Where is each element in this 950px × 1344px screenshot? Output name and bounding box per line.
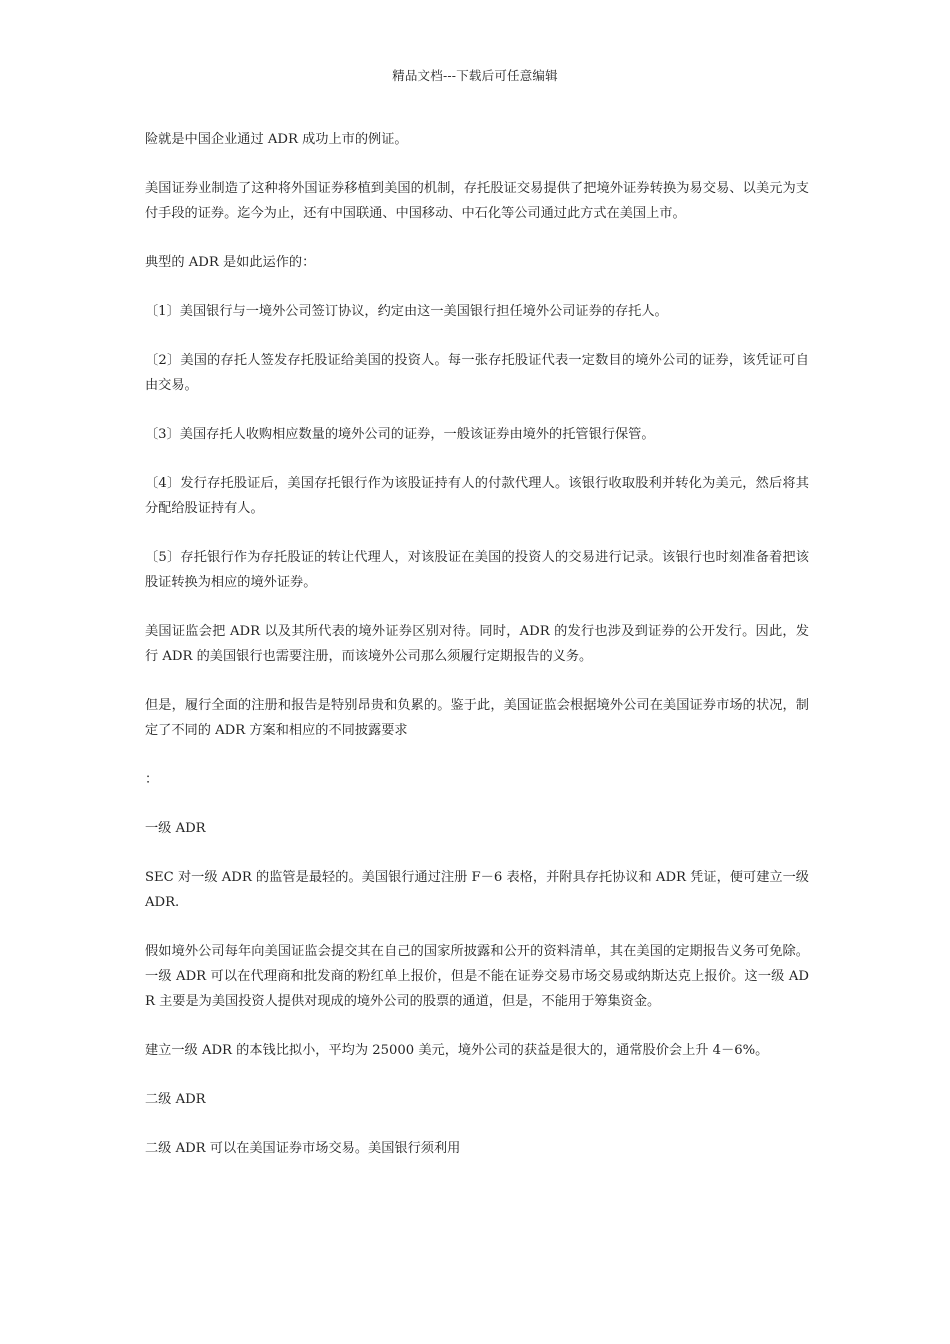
paragraph: 二级 ADR 可以在美国证券市场交易。美国银行须利用 [145,1141,461,1156]
paragraph: 但是，履行全面的注册和报告是特别昂贵和负累的。鉴于此，美国证监会根据境外公司在美国证券市场的状况，制定了不同的 ADR 方案和相应的不同披露要求 [145,698,809,738]
paragraph: 建立一级 ADR 的本钱比拟小，平均为 25000 美元，境外公司的获益是很大的，通常股价会上升 4－6%。 [145,1043,769,1058]
page-header: 精品文档---下载后可任意编辑 [392,68,558,83]
paragraph: ： [145,772,159,787]
list-item: 〔1〕美国银行与一境外公司签订协议，约定由这一美国银行担任境外公司证券的存托人。 [145,304,668,319]
section-heading: 二级 ADR [145,1092,206,1107]
paragraph: 险就是中国企业通过 ADR 成功上市的例证。 [145,132,408,147]
paragraph: 典型的 ADR 是如此运作的： [145,255,316,270]
list-item: 〔2〕美国的存托人签发存托股证给美国的投资人。每一张存托股证代表一定数目的境外公司的证券，该凭证可自由交易。 [145,353,809,393]
list-item: 〔3〕美国存托人收购相应数量的境外公司的证券，一般该证券由境外的托管银行保管。 [145,427,655,442]
paragraph: 假如境外公司每年向美国证监会提交其在自己的国家所披露和公开的资料清单，其在美国的定期报告义务可免除。一级 ADR 可以在代理商和批发商的粉红单上报价，但是不能在证券交易市场交易或纳斯达克上报价。这一级 ADR 主要是为美国投资人提供对现成的境外公司的股票的通道，但是，不能用于筹集资金。 [145,944,809,1009]
section-heading: 一级 ADR [145,821,206,836]
paragraph: 美国证券业制造了这种将外国证券移植到美国的机制，存托股证交易提供了把境外证券转换为易交易、以美元为支付手段的证券。迄今为止，还有中国联通、中国移动、中石化等公司通过此方式在美国上市。 [145,181,809,221]
document-body [145,127,809,1185]
list-item: 〔5〕存托银行作为存托股证的转让代理人，对该股证在美国的投资人的交易进行记录。该银行也时刻准备着把该股证转换为相应的境外证券。 [145,550,809,590]
list-item: 〔4〕发行存托股证后，美国存托银行作为该股证持有人的付款代理人。该银行收取股利并转化为美元，然后将其分配给股证持有人。 [145,476,809,516]
paragraph: 美国证监会把 ADR 以及其所代表的境外证券区别对待。同时，ADR 的发行也涉及到证券的公开发行。因此，发行 ADR 的美国银行也需要注册，而该境外公司那么须履行定期报告的义务。 [145,624,809,664]
paragraph: SEC 对一级 ADR 的监管是最轻的。美国银行通过注册 F－6 表格，并附具存托协议和 ADR 凭证，便可建立一级 ADR. [145,870,809,910]
